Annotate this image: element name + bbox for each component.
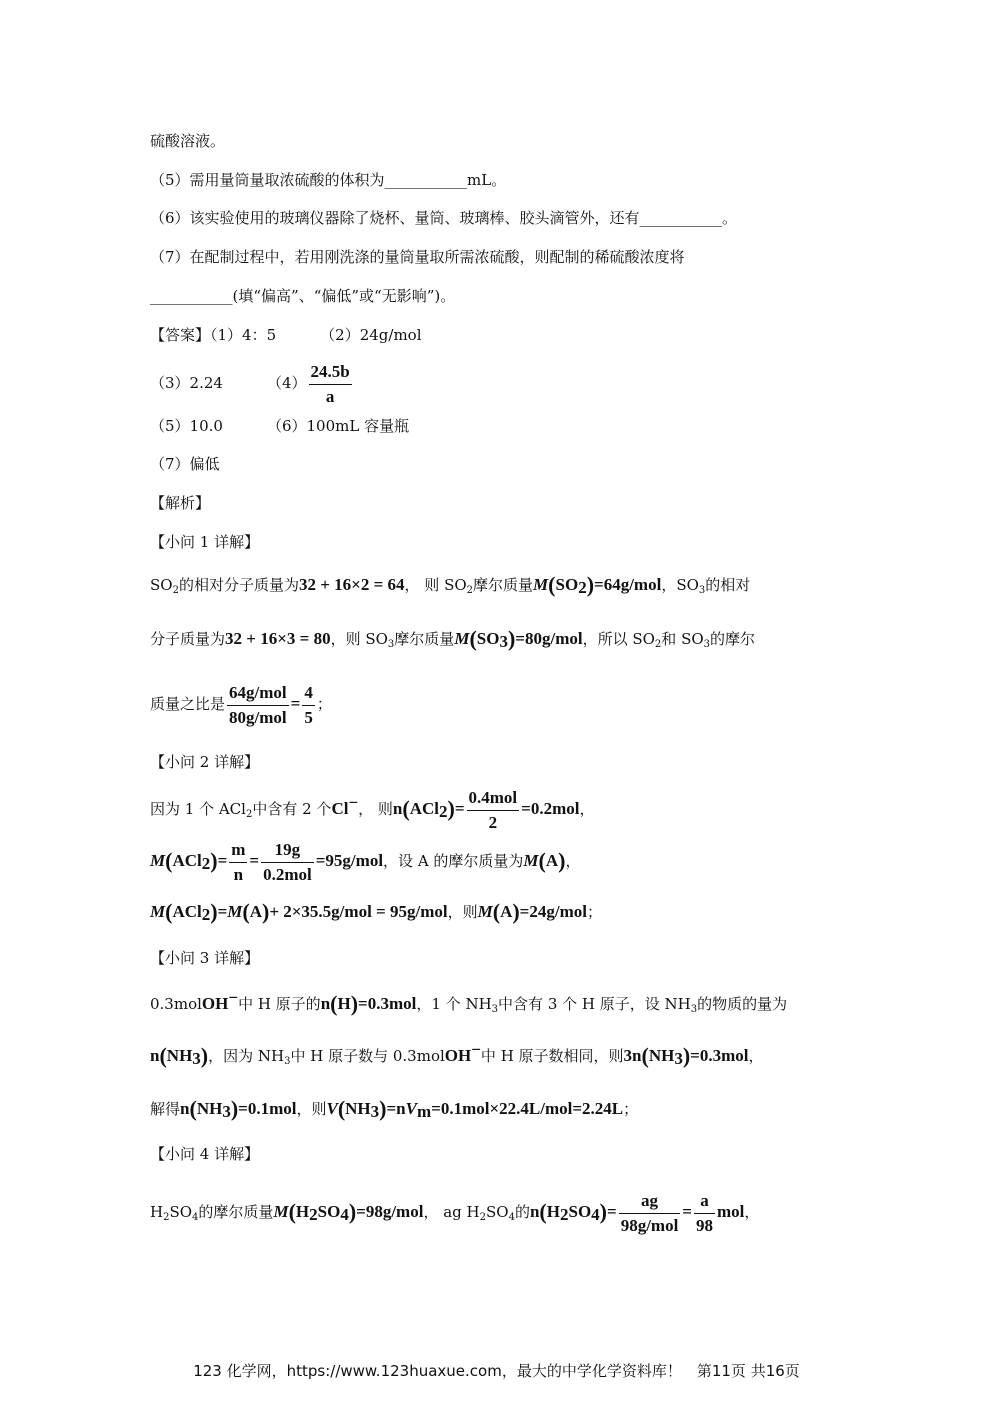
fraction: $\frac{4}{5}$ <box>304 682 313 727</box>
question-6: （6）该实验使用的玻璃仪器除了烧杯、量筒、玻璃棒、胶头滴管外，还有___________。 <box>150 209 738 227</box>
answer-3: （3）2.24 <box>150 374 223 392</box>
answer-1: （1）4：5 <box>210 326 277 344</box>
s3-line-2: $n(NH_3)$，因为 $NH_3$中 H 原子数与 0.3molOH−中 H 原子数相同，则$3n(NH_3)=0.3mol$， <box>150 1040 764 1068</box>
s4-line-1: $H_2SO_4$的摩尔质量$M(H_2SO_4)=98g$/mol， ag $H_2SO_4$的$n(H_2SO_4)=$ $\frac{ag}{\text{98g/mol}}$ = $\frac{a}{98}$ mol， <box>150 1186 759 1238</box>
answer-7: （7）偏低 <box>150 455 220 473</box>
fraction: $\frac{\text{0.4mol}}{2}$ <box>468 787 518 832</box>
s2-line-3: M(ACl$_2$)=M(A)+ 2×35.5g/mol = 95g/mol，则M(A)=24g/mol； <box>150 899 602 924</box>
question-7-line-2: ___________(填“偏高”、“偏低”或“无影响”)。 <box>150 287 456 305</box>
answer-label: 【答案】 <box>150 326 211 344</box>
subquestion-4-title: 【小问 4 详解】 <box>150 1145 260 1163</box>
answer-5: （5）10.0 <box>150 417 223 435</box>
answer-2: （2）24g/mol <box>320 326 422 344</box>
subquestion-2-title: 【小问 2 详解】 <box>150 753 260 771</box>
question-7-line-1: （7）在配制过程中，若用刚洗涤的量筒量取所需浓硫酸，则配制的稀硫酸浓度将 <box>150 248 685 266</box>
question-5: （5）需用量筒量取浓硫酸的体积为___________mL。 <box>150 171 507 189</box>
fraction: $\frac{m}{n}$ <box>231 839 246 884</box>
answer-4-numerator: 24.5b <box>309 360 352 385</box>
s1-line-3: 质量之比是 $\frac{\text{64g/mol}}{\text{80g/mol}}$ = $\frac{4}{5}$ ； <box>150 678 332 730</box>
answer-6: （6）100mL 容量瓶 <box>266 417 410 435</box>
s2-line-2: M(ACl$_2$)= $\frac{m}{n}$ = $\frac{19g}{\text{0.2mol}}$ =95g/mol，设 A 的摩尔质量为M(A)， <box>150 835 581 887</box>
fraction: $\frac{a}{98}$ <box>695 1190 713 1235</box>
fraction: $\frac{19g}{\text{0.2mol}}$ <box>263 839 312 884</box>
s2-line-1: 因为 1 个 ACl$_2$中含有 2 个Cl−， 则n(ACl$_2$)= $\frac{\text{0.4mol}}{2}$ =0.2mol， <box>150 784 594 835</box>
answer-4: （4） <box>266 374 307 392</box>
answer-row-3 <box>150 416 409 436</box>
analysis-label: 【解析】 <box>150 494 211 512</box>
page-footer: 123 化学网，https://www.123huaxue.com，最大的中学化学资料库！ 第11页 共16页 <box>193 1362 800 1380</box>
subquestion-1-title: 【小问 1 详解】 <box>150 533 260 551</box>
s3-line-3: 解得$n(NH_3)=0.1mol$，则$V(NH_3)=nV_m=0.1mol\times 22.4L/mol=2.24L$； <box>150 1096 639 1121</box>
equation: 32 + 16×3 = 80 <box>225 629 331 648</box>
answer-4-denominator: a <box>325 386 335 406</box>
answer-4-fraction <box>309 360 352 409</box>
fraction: $\frac{ag}{\text{98g/mol}}$ <box>620 1190 679 1235</box>
equation: 32 + 16×2 = 64 <box>298 575 405 594</box>
s1-line-1: $SO_2$的相对分子质量为32 + 16×2 = 64， 则 $SO_2$摩尔质量$M(SO_2)=64g$/mol，$SO_3$的相对 <box>150 572 751 597</box>
answer-row-1 <box>150 325 422 345</box>
question-tail: 硫酸溶液。 <box>150 132 226 150</box>
subquestion-3-title: 【小问 3 详解】 <box>150 949 260 967</box>
fraction: $\frac{\text{64g/mol}}{\text{80g/mol}}$ <box>229 682 287 727</box>
s3-line-1: 0.3molOH−中 H 原子的n(H)=0.3mol，1 个 $NH_3$中含有 3 个 H 原子，设 $NH_3$的物质的量为 <box>150 988 788 1016</box>
s1-line-2: 分子质量为32 + 16×3 = 80，则 $SO_3$摩尔质量$M(SO_3)=80g$/mol，所以 $SO_2$和 $SO_3$的摩尔 <box>150 626 756 651</box>
answer-row-2 <box>150 358 354 409</box>
